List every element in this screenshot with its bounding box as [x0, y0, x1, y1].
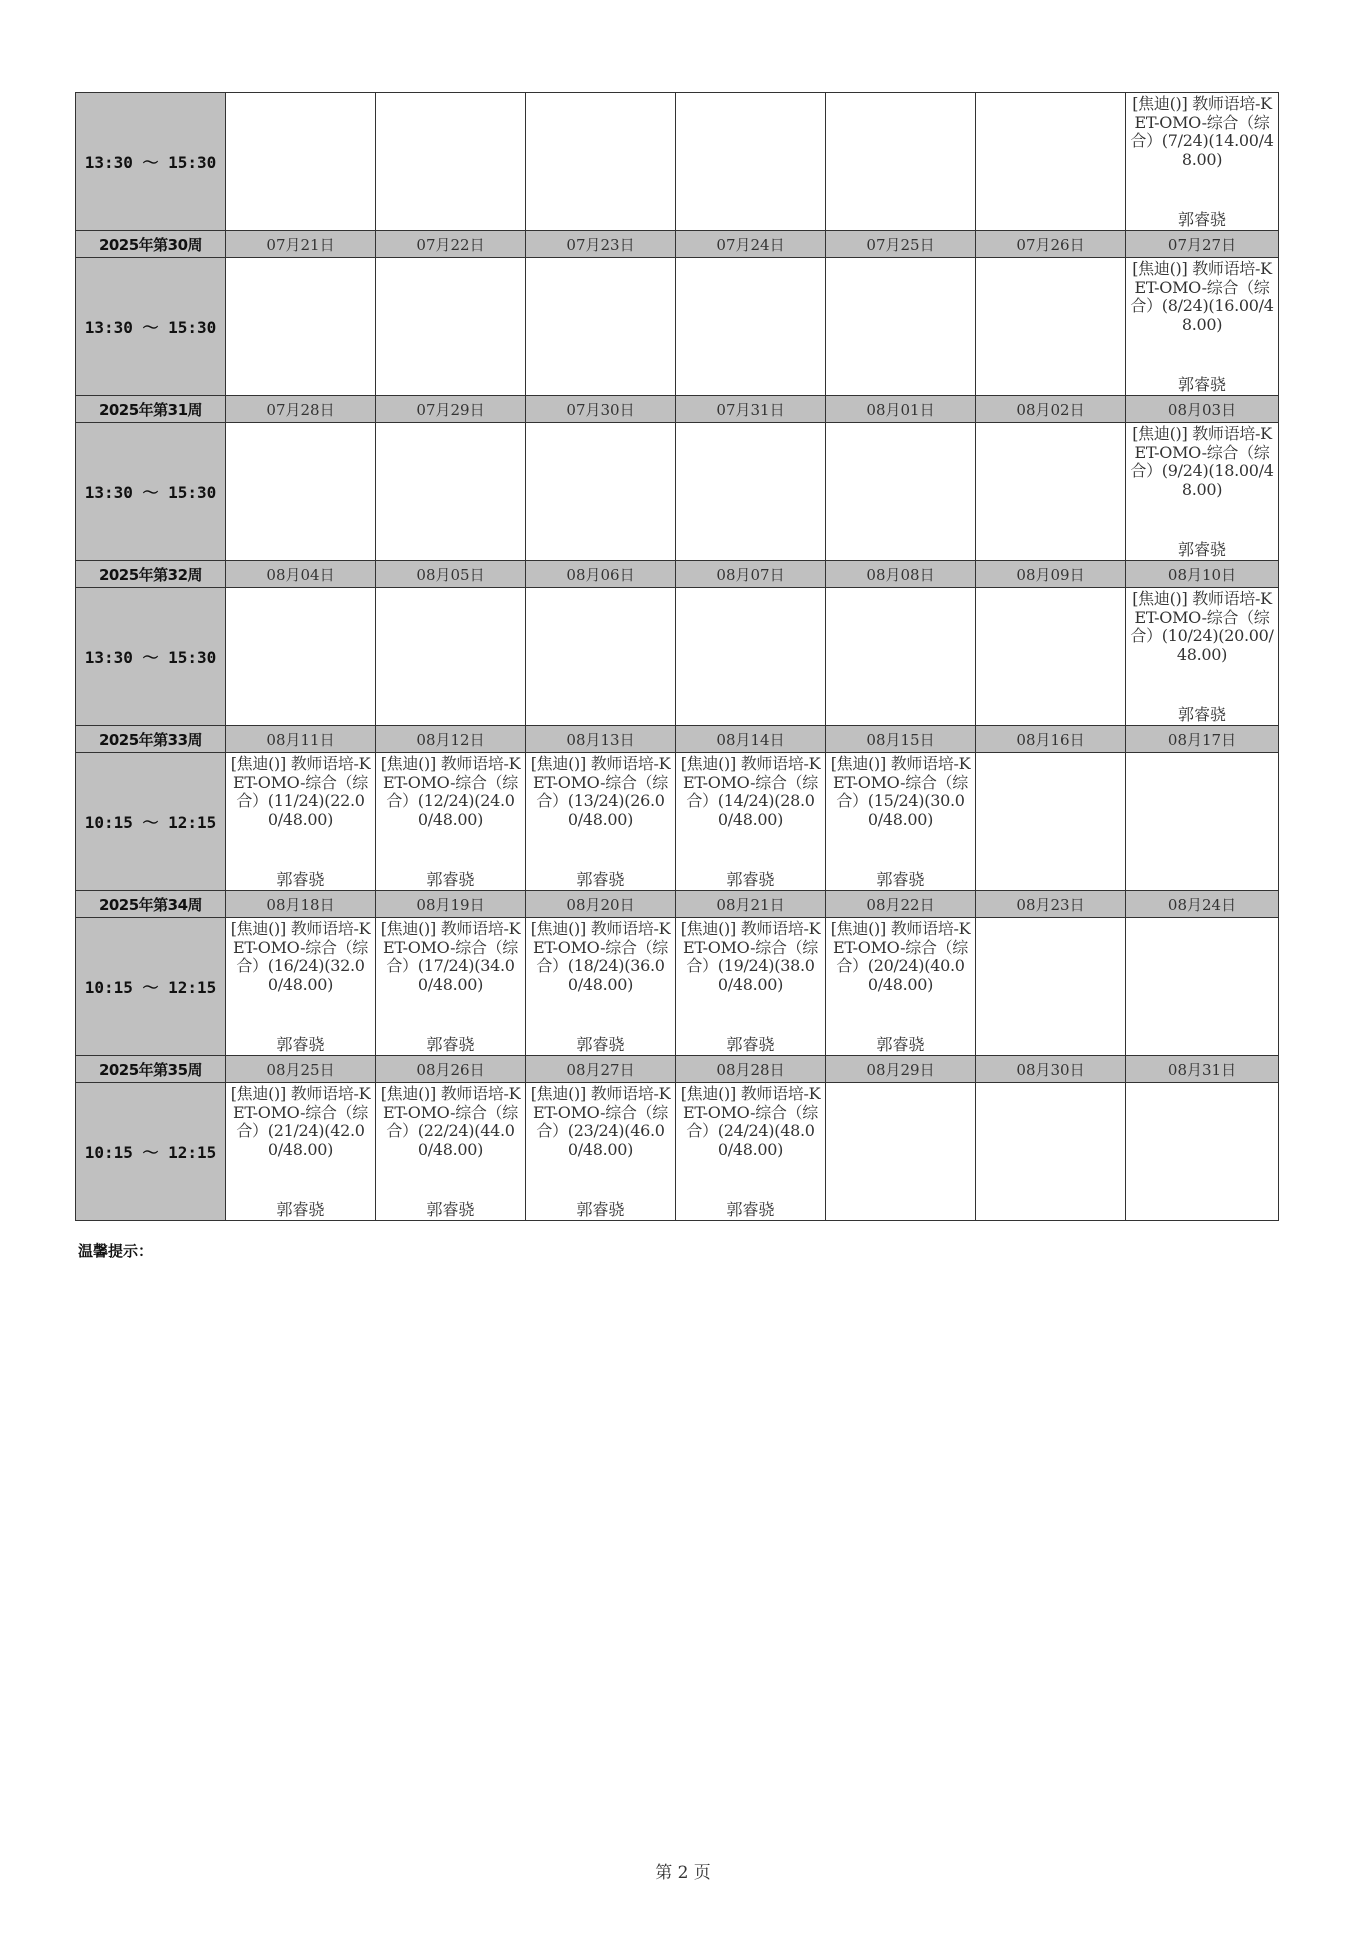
date-cell: 08月10日 [1126, 561, 1279, 588]
teacher-name: 郭睿骁 [276, 1200, 325, 1219]
date-cell: 07月22日 [376, 231, 526, 258]
empty-cell [976, 258, 1126, 396]
time-slot: 13:30 ～ 15:30 [76, 93, 226, 231]
class-session [676, 1083, 825, 1220]
class-session [226, 1083, 375, 1220]
class-description: [焦迪()] 教师语培-KET-OMO-综合（综合）(8/24)(16.00/48.00) [1130, 259, 1274, 334]
teacher-name: 郭睿骁 [426, 1035, 475, 1054]
class-description: [焦迪()] 教师语培-KET-OMO-综合（综合）(7/24)(14.00/48.00) [1130, 94, 1274, 169]
teacher-name: 郭睿骁 [726, 1035, 775, 1054]
class-session-cell [376, 1083, 526, 1221]
empty-cell [976, 753, 1126, 891]
teacher-name: 郭睿骁 [726, 1200, 775, 1219]
empty-cell [676, 588, 826, 726]
time-slot: 13:30 ～ 15:30 [76, 588, 226, 726]
date-cell: 08月29日 [826, 1056, 976, 1083]
class-description: [焦迪()] 教师语培-KET-OMO-综合（综合）(22/24)(44.00/48.00) [380, 1084, 521, 1159]
class-description: [焦迪()] 教师语培-KET-OMO-综合（综合）(10/24)(20.00/48.00) [1130, 589, 1274, 664]
week-header-row [76, 396, 1279, 423]
empty-cell [826, 93, 976, 231]
date-cell: 08月27日 [526, 1056, 676, 1083]
class-row [76, 918, 1279, 1056]
date-cell: 07月21日 [226, 231, 376, 258]
class-session [526, 753, 675, 890]
class-session-cell [676, 918, 826, 1056]
empty-cell [526, 423, 676, 561]
teacher-name: 郭睿骁 [876, 870, 925, 889]
schedule-table [75, 92, 1279, 1221]
teacher-name: 郭睿骁 [576, 870, 625, 889]
empty-cell [1126, 918, 1279, 1056]
empty-cell [376, 423, 526, 561]
date-cell: 07月24日 [676, 231, 826, 258]
class-description: [焦迪()] 教师语培-KET-OMO-综合（综合）(14/24)(28.00/48.00) [680, 754, 821, 829]
week-header-row [76, 231, 1279, 258]
teacher-name: 郭睿骁 [276, 870, 325, 889]
date-cell: 08月13日 [526, 726, 676, 753]
class-session [376, 753, 525, 890]
class-session [226, 753, 375, 890]
empty-cell [676, 423, 826, 561]
class-description: [焦迪()] 教师语培-KET-OMO-综合（综合）(24/24)(48.00/48.00) [680, 1084, 821, 1159]
week-label: 2025年第30周 [76, 231, 226, 258]
class-description: [焦迪()] 教师语培-KET-OMO-综合（综合）(21/24)(42.00/48.00) [230, 1084, 371, 1159]
class-description: [焦迪()] 教师语培-KET-OMO-综合（综合）(16/24)(32.00/48.00) [230, 919, 371, 994]
date-cell: 08月06日 [526, 561, 676, 588]
date-cell: 08月12日 [376, 726, 526, 753]
teacher-name: 郭睿骁 [1177, 540, 1226, 559]
teacher-name: 郭睿骁 [576, 1035, 625, 1054]
class-session [226, 918, 375, 1055]
teacher-name: 郭睿骁 [1177, 210, 1226, 229]
date-cell: 08月20日 [526, 891, 676, 918]
class-session-cell [526, 1083, 676, 1221]
class-description: [焦迪()] 教师语培-KET-OMO-综合（综合）(17/24)(34.00/48.00) [380, 919, 521, 994]
date-cell: 08月22日 [826, 891, 976, 918]
date-cell: 08月16日 [976, 726, 1126, 753]
empty-cell [976, 423, 1126, 561]
class-description: [焦迪()] 教师语培-KET-OMO-综合（综合）(11/24)(22.00/48.00) [230, 754, 371, 829]
date-cell: 08月04日 [226, 561, 376, 588]
date-cell: 08月03日 [1126, 396, 1279, 423]
class-session [826, 753, 975, 890]
date-cell: 08月01日 [826, 396, 976, 423]
week-header-row [76, 891, 1279, 918]
empty-cell [676, 258, 826, 396]
class-session [1126, 93, 1278, 230]
week-label: 2025年第35周 [76, 1056, 226, 1083]
time-slot: 10:15 ～ 12:15 [76, 753, 226, 891]
class-row [76, 753, 1279, 891]
week-header-row [76, 561, 1279, 588]
empty-cell [976, 1083, 1126, 1221]
date-cell: 08月26日 [376, 1056, 526, 1083]
teacher-name: 郭睿骁 [426, 1200, 475, 1219]
empty-cell [826, 258, 976, 396]
empty-cell [526, 588, 676, 726]
week-header-row [76, 726, 1279, 753]
class-session-cell [826, 753, 976, 891]
class-row [76, 93, 1279, 231]
time-slot: 10:15 ～ 12:15 [76, 918, 226, 1056]
week-label: 2025年第32周 [76, 561, 226, 588]
teacher-name: 郭睿骁 [1177, 705, 1226, 724]
date-cell: 08月17日 [1126, 726, 1279, 753]
class-row [76, 423, 1279, 561]
empty-cell [976, 918, 1126, 1056]
class-session-cell [826, 918, 976, 1056]
empty-cell [226, 588, 376, 726]
empty-cell [226, 258, 376, 396]
time-slot: 10:15 ～ 12:15 [76, 1083, 226, 1221]
time-slot: 13:30 ～ 15:30 [76, 423, 226, 561]
date-cell: 07月30日 [526, 396, 676, 423]
empty-cell [526, 258, 676, 396]
empty-cell [976, 93, 1126, 231]
week-header-row [76, 1056, 1279, 1083]
class-session-cell [226, 753, 376, 891]
class-session [1126, 588, 1278, 725]
date-cell: 07月26日 [976, 231, 1126, 258]
class-description: [焦迪()] 教师语培-KET-OMO-综合（综合）(15/24)(30.00/48.00) [830, 754, 971, 829]
class-session-cell [376, 918, 526, 1056]
class-description: [焦迪()] 教师语培-KET-OMO-综合（综合）(19/24)(38.00/48.00) [680, 919, 821, 994]
teacher-name: 郭睿骁 [726, 870, 775, 889]
date-cell: 08月14日 [676, 726, 826, 753]
class-session-cell [526, 918, 676, 1056]
class-session [526, 1083, 675, 1220]
class-session-cell [676, 753, 826, 891]
notice-label: 温馨提示： [78, 1242, 154, 1260]
date-cell: 08月19日 [376, 891, 526, 918]
class-session-cell [1126, 93, 1279, 231]
class-description: [焦迪()] 教师语培-KET-OMO-综合（综合）(13/24)(26.00/48.00) [530, 754, 671, 829]
class-description: [焦迪()] 教师语培-KET-OMO-综合（综合）(18/24)(36.00/48.00) [530, 919, 671, 994]
page-number: 第 2 页 [655, 1863, 711, 1883]
date-cell: 08月23日 [976, 891, 1126, 918]
week-label: 2025年第31周 [76, 396, 226, 423]
class-session [376, 1083, 525, 1220]
class-session-cell [676, 1083, 826, 1221]
date-cell: 07月23日 [526, 231, 676, 258]
teacher-name: 郭睿骁 [426, 870, 475, 889]
class-session-cell [1126, 423, 1279, 561]
date-cell: 08月21日 [676, 891, 826, 918]
teacher-name: 郭睿骁 [576, 1200, 625, 1219]
class-session-cell [376, 753, 526, 891]
class-session-cell [1126, 588, 1279, 726]
date-cell: 07月28日 [226, 396, 376, 423]
date-cell: 08月08日 [826, 561, 976, 588]
date-cell: 08月30日 [976, 1056, 1126, 1083]
empty-cell [826, 1083, 976, 1221]
class-session [526, 918, 675, 1055]
date-cell: 08月07日 [676, 561, 826, 588]
date-cell: 08月05日 [376, 561, 526, 588]
time-slot: 13:30 ～ 15:30 [76, 258, 226, 396]
class-session [376, 918, 525, 1055]
empty-cell [226, 423, 376, 561]
class-session [826, 918, 975, 1055]
class-description: [焦迪()] 教师语培-KET-OMO-综合（综合）(23/24)(46.00/48.00) [530, 1084, 671, 1159]
date-cell: 08月31日 [1126, 1056, 1279, 1083]
date-cell: 07月31日 [676, 396, 826, 423]
empty-cell [1126, 753, 1279, 891]
class-description: [焦迪()] 教师语培-KET-OMO-综合（综合）(12/24)(24.00/48.00) [380, 754, 521, 829]
teacher-name: 郭睿骁 [876, 1035, 925, 1054]
teacher-name: 郭睿骁 [1177, 375, 1226, 394]
empty-cell [376, 588, 526, 726]
week-label: 2025年第34周 [76, 891, 226, 918]
class-session [1126, 423, 1278, 560]
class-row [76, 258, 1279, 396]
empty-cell [226, 93, 376, 231]
date-cell: 07月25日 [826, 231, 976, 258]
class-row [76, 588, 1279, 726]
class-description: [焦迪()] 教师语培-KET-OMO-综合（综合）(9/24)(18.00/48.00) [1130, 424, 1274, 499]
empty-cell [1126, 1083, 1279, 1221]
date-cell: 08月28日 [676, 1056, 826, 1083]
date-cell: 07月29日 [376, 396, 526, 423]
empty-cell [526, 93, 676, 231]
empty-cell [826, 423, 976, 561]
empty-cell [376, 93, 526, 231]
date-cell: 08月09日 [976, 561, 1126, 588]
empty-cell [976, 588, 1126, 726]
week-label: 2025年第33周 [76, 726, 226, 753]
class-row [76, 1083, 1279, 1221]
date-cell: 08月24日 [1126, 891, 1279, 918]
class-session [1126, 258, 1278, 395]
date-cell: 08月11日 [226, 726, 376, 753]
date-cell: 08月18日 [226, 891, 376, 918]
empty-cell [376, 258, 526, 396]
schedule-body [76, 93, 1279, 1221]
date-cell: 08月25日 [226, 1056, 376, 1083]
class-session-cell [226, 918, 376, 1056]
class-session-cell [1126, 258, 1279, 396]
class-session [676, 753, 825, 890]
class-session-cell [526, 753, 676, 891]
class-session-cell [226, 1083, 376, 1221]
teacher-name: 郭睿骁 [276, 1035, 325, 1054]
date-cell: 08月02日 [976, 396, 1126, 423]
class-session [676, 918, 825, 1055]
class-description: [焦迪()] 教师语培-KET-OMO-综合（综合）(20/24)(40.00/48.00) [830, 919, 971, 994]
date-cell: 08月15日 [826, 726, 976, 753]
date-cell: 07月27日 [1126, 231, 1279, 258]
empty-cell [826, 588, 976, 726]
empty-cell [676, 93, 826, 231]
